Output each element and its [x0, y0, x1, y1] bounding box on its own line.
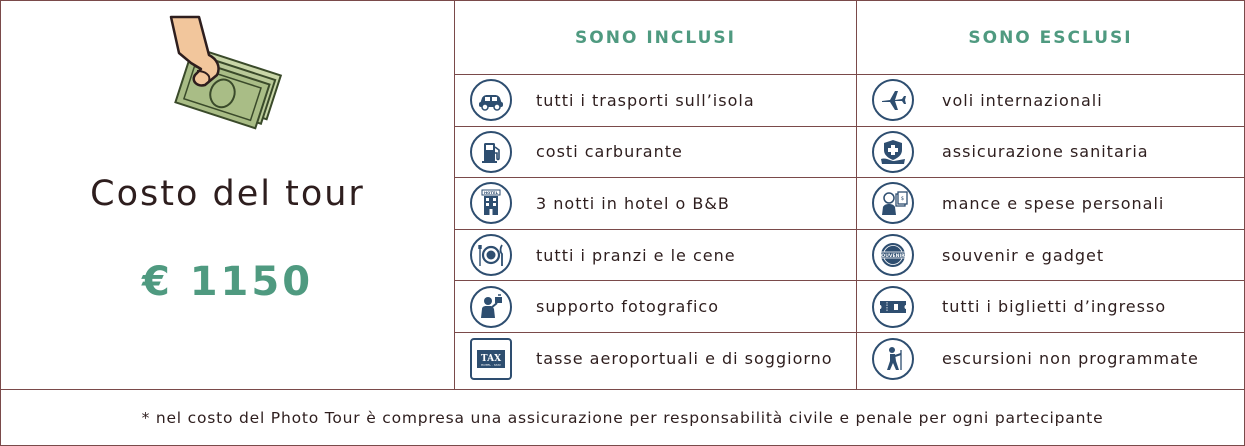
excluded-item-label: souvenir e gadget: [942, 245, 1105, 265]
fuel-pump-icon: [470, 131, 512, 173]
excluded-header: SONO ESCLUSI: [857, 1, 1244, 75]
included-row: [455, 333, 856, 385]
excluded-row: [857, 75, 1244, 127]
included-row: [455, 281, 856, 333]
car-icon: [470, 79, 512, 121]
svg-text:HOTEL: HOTEL: [483, 190, 499, 196]
included-item-label: tasse aeroportuali e di soggiorno: [536, 349, 833, 369]
tour-title: Costo del tour: [90, 174, 365, 214]
insurance-footnote: * nel costo del Photo Tour è compresa una assicurazione per responsabilità civile e penale per ogni partecipante: [1, 389, 1244, 446]
plate-cutlery-icon: [470, 234, 512, 276]
excluded-item-label: assicurazione sanitaria: [942, 142, 1149, 162]
excluded-row: [857, 281, 1244, 333]
included-item-label: tutti i trasporti sull’isola: [536, 90, 755, 110]
included-item-label: tutti i pranzi e le cene: [536, 245, 736, 265]
tax-icon: [470, 338, 512, 380]
souvenirs-icon: [872, 234, 914, 276]
excluded-row: [857, 230, 1244, 282]
airplane-icon: [872, 79, 914, 121]
excluded-row: [857, 178, 1244, 230]
hand-with-money-icon: [161, 13, 286, 138]
included-row: [455, 230, 856, 282]
included-row: [455, 178, 856, 230]
included-item-label: supporto fotografico: [536, 297, 719, 317]
excluded-row: [857, 333, 1244, 385]
ticket-icon: [872, 286, 914, 328]
excluded-row: [857, 127, 1244, 179]
tour-cost-panel: [1, 1, 455, 389]
photographer-icon: [470, 286, 512, 328]
excluded-item-label: mance e spese personali: [942, 193, 1165, 213]
svg-text:$: $: [900, 196, 905, 203]
included-row: [455, 127, 856, 179]
tour-price: € 1150: [141, 259, 314, 305]
svg-text:SOUVENIRS: SOUVENIRS: [878, 253, 908, 259]
included-column: [455, 1, 857, 389]
included-item-label: costi carburante: [536, 142, 683, 162]
excluded-item-label: voli internazionali: [942, 90, 1103, 110]
money-hand-icon: [872, 182, 914, 224]
health-insurance-icon: [872, 131, 914, 173]
hotel-icon: [470, 182, 512, 224]
included-header: SONO INCLUSI: [455, 1, 856, 75]
excluded-column: [857, 1, 1244, 389]
excluded-item-label: escursioni non programmate: [942, 349, 1199, 369]
included-item-label: 3 notti in hotel o B&B: [536, 193, 730, 213]
svg-text:TAX: TAX: [480, 353, 502, 364]
included-row: [455, 75, 856, 127]
svg-text:HOTEL · STAY: HOTEL · STAY: [480, 362, 502, 367]
hiker-icon: [872, 338, 914, 380]
excluded-item-label: tutti i biglietti d’ingresso: [942, 297, 1167, 317]
